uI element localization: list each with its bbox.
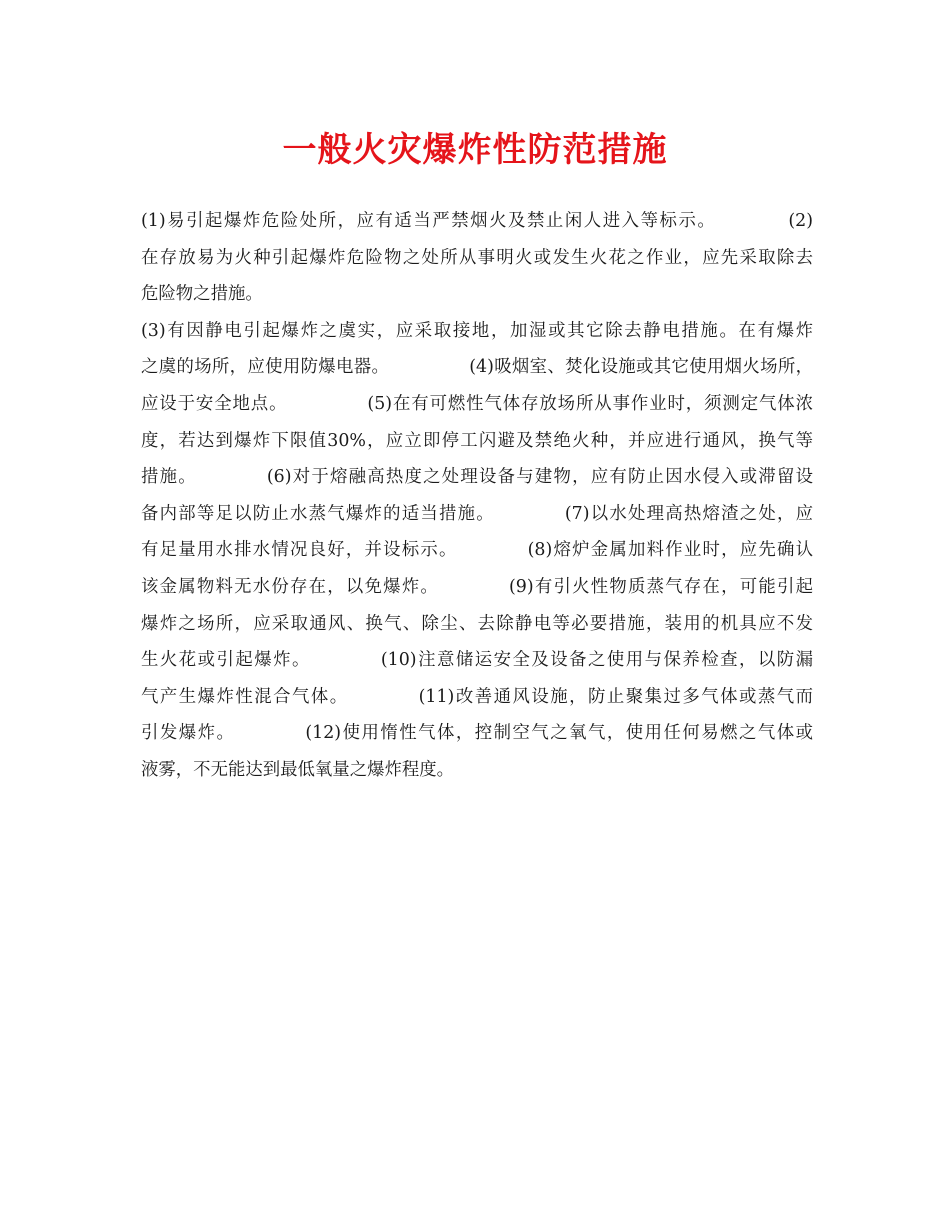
text-line: [141, 386, 813, 423]
text-segment: (6)对于熔融高热度之处理设备与建物，应有防止因水侵入或滞留设: [266, 467, 813, 488]
text-segment: 气产生爆炸性混合气体。: [141, 686, 349, 707]
text-segment: (7)以水处理高热熔渣之处，应: [564, 503, 813, 524]
text-segment: (1)易引起爆炸危险处所，应有适当严禁烟火及禁止闲人进入等标示。: [141, 211, 717, 231]
text-segment: (8)熔炉金属加料作业时，应先确认: [527, 540, 813, 561]
text-segment: 液雾，不无能达到最低氧量之爆炸程度。: [141, 759, 455, 780]
text-segment: 在存放易为火种引起爆炸危险物之处所从事明火或发生火花之作业，应先采取除去: [141, 247, 813, 268]
text-segment: (10)注意储运安全及设备之使用与保养检查，以防漏: [380, 650, 813, 671]
text-segment: (12)使用惰性气体，控制空气之氧气，使用任何易燃之气体或: [305, 723, 813, 744]
text-segment: 之虞的场所，应使用防爆电器。: [141, 357, 390, 378]
text-line: [141, 423, 813, 460]
text-segment: (9)有引火性物质蒸气存在，可能引起: [509, 576, 813, 597]
text-line: [141, 532, 813, 569]
text-line: [141, 496, 813, 533]
text-segment: 该金属物料无水份存在，以免爆炸。: [141, 576, 439, 597]
text-segment: (2): [788, 211, 813, 231]
document-title: 一般火灾爆炸性防范措施: [282, 130, 668, 170]
text-segment: 危险物之措施。: [141, 284, 263, 305]
text-line: [141, 679, 813, 716]
text-segment: 引发爆炸。: [141, 723, 236, 744]
text-line: [141, 569, 813, 606]
text-segment: (5)在有可燃性气体存放场所从事作业时，须测定气体浓: [367, 393, 813, 414]
text-line: [141, 240, 813, 277]
text-line: [141, 276, 813, 313]
text-line: [141, 349, 813, 386]
text-line: [141, 459, 813, 496]
text-segment: 措施。: [141, 467, 197, 488]
text-segment: (3)有因静电引起爆炸之虞实，应采取接地，加湿或其它除去静电措施。在有爆炸: [141, 320, 813, 341]
text-line: [141, 313, 813, 350]
text-segment: (4)吸烟室、焚化设施或其它使用烟火场所，: [469, 357, 813, 378]
text-segment: 应设于安全地点。: [141, 393, 288, 414]
text-segment: 爆炸之场所，应采取通风、换气、除尘、去除静电等必要措施，装用的机具应不发: [141, 613, 813, 634]
text-segment: 度，若达到爆炸下限值30%，应立即停工闪避及禁绝火种，并应进行通风，换气等: [141, 430, 813, 451]
text-segment: (11)改善通风设施，防止聚集过多气体或蒸气而: [418, 686, 813, 707]
text-segment: 备内部等足以防止水蒸气爆炸的适当措施。: [141, 503, 495, 524]
text-line: [141, 606, 813, 643]
text-line: [141, 752, 813, 789]
text-line: [141, 642, 813, 679]
text-line: [141, 715, 813, 752]
text-line: [141, 203, 813, 240]
text-segment: 生火花或引起爆炸。: [141, 650, 311, 671]
text-segment: 有足量用水排水情况良好，并设标示。: [141, 540, 458, 561]
document-body: [141, 203, 813, 789]
